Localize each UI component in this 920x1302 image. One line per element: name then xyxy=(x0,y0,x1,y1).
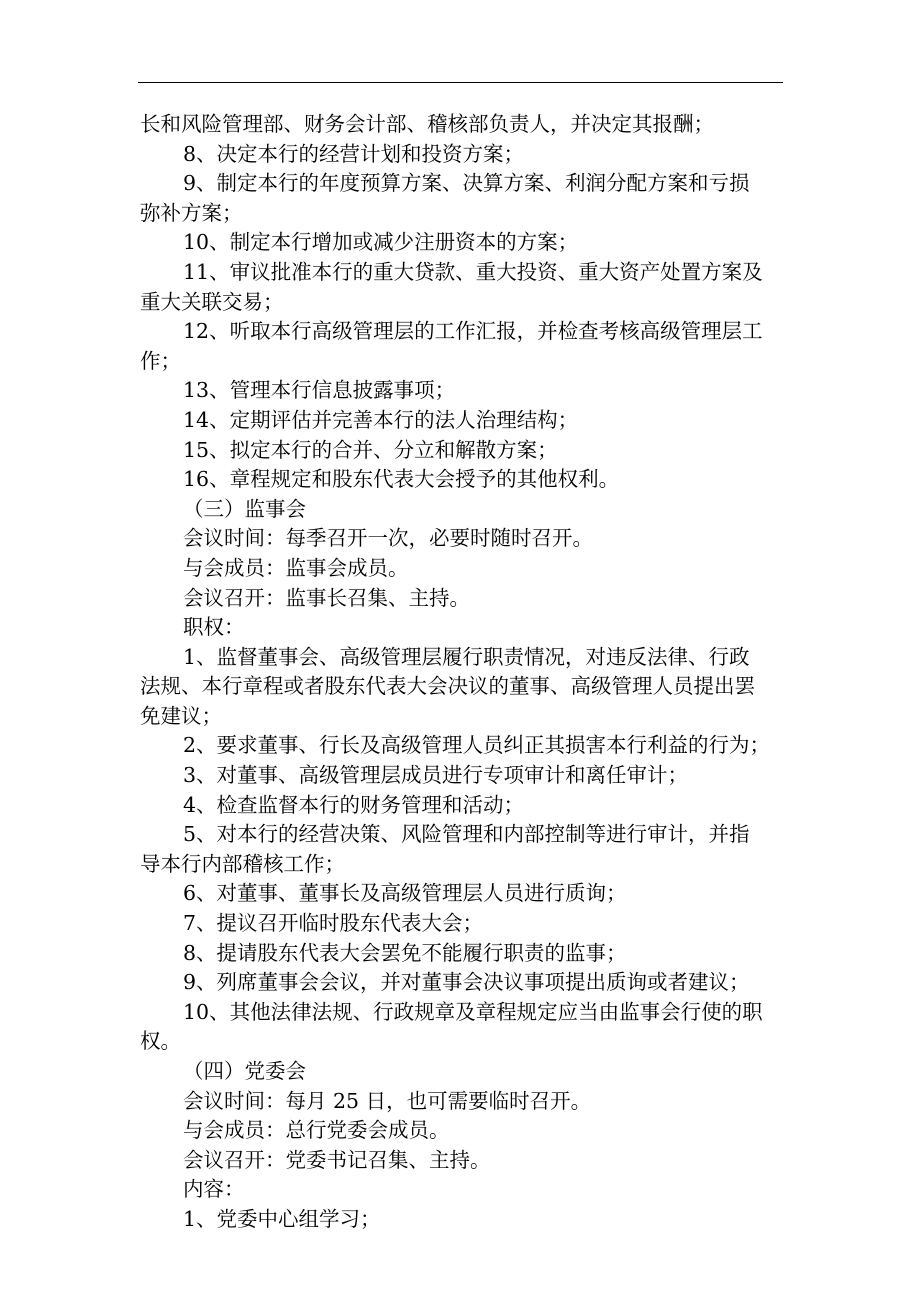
text-line: 12、听取本行高级管理层的工作汇报，并检查考核高级管理层工 xyxy=(183,319,763,344)
text-line: 与会成员：监事会成员。 xyxy=(183,555,409,580)
text-line: 2、要求董事、行长及高级管理人员纠正其损害本行利益的行为； xyxy=(183,733,771,758)
text-line: 权。 xyxy=(140,1029,181,1054)
text-line: 9、列席董事会会议，并对董事会决议事项提出质询或者建议； xyxy=(183,970,750,995)
document-body xyxy=(140,110,780,1235)
text-line: 4、检查监督本行的财务管理和活动； xyxy=(183,792,525,817)
text-line: 7、提议召开临时股东代表大会； xyxy=(183,911,484,936)
text-line: 10、其他法律法规、行政规章及章程规定应当由监事会行使的职 xyxy=(183,999,763,1024)
text-line: 9、制定本行的年度预算方案、决算方案、利润分配方案和亏损 xyxy=(183,171,750,196)
text-line: 弥补方案； xyxy=(140,200,243,225)
text-line: 法规、本行章程或者股东代表大会决议的董事、高级管理人员提出罢 xyxy=(140,674,755,699)
text-line: 11、审议批准本行的重大贷款、重大投资、重大资产处置方案及 xyxy=(183,259,763,284)
text-line: 10、制定本行增加或减少注册资本的方案； xyxy=(183,230,579,255)
text-line: 1、监督董事会、高级管理层履行职责情况，对违反法律、行政 xyxy=(183,644,750,669)
text-line: 与会成员：总行党委会成员。 xyxy=(183,1118,450,1143)
text-line: 导本行内部稽核工作； xyxy=(140,851,345,876)
text-line: 重大关联交易； xyxy=(140,289,284,314)
text-line: 作； xyxy=(140,348,181,373)
text-line: 6、对董事、董事长及高级管理层人员进行质询； xyxy=(183,881,627,906)
text-line: 1、党委中心组学习； xyxy=(183,1206,381,1231)
text-line: 13、管理本行信息披露事项； xyxy=(183,378,456,403)
text-line: （三）监事会 xyxy=(183,496,306,521)
text-line: 15、拟定本行的合并、分立和解散方案； xyxy=(183,437,558,462)
text-line: 会议召开：党委书记召集、主持。 xyxy=(183,1147,491,1172)
text-line: 职权： xyxy=(183,615,245,640)
text-line: 3、对董事、高级管理层成员进行专项审计和离任审计； xyxy=(183,763,689,788)
text-line: 长和风险管理部、财务会计部、稽核部负责人，并决定其报酬； xyxy=(140,112,714,136)
text-line: 8、决定本行的经营计划和投资方案； xyxy=(183,141,525,166)
text-line: 会议时间：每月 25 日，也可需要临时召开。 xyxy=(183,1088,592,1113)
text-line: 会议召开：监事长召集、主持。 xyxy=(183,585,470,610)
text-line: 8、提请股东代表大会罢免不能履行职责的监事； xyxy=(183,940,627,965)
text-line: 16、章程规定和股东代表大会授予的其他权利。 xyxy=(183,467,620,492)
text-line: （四）党委会 xyxy=(183,1059,306,1083)
text-line: 免建议； xyxy=(140,703,222,728)
text-line: 5、对本行的经营决策、风险管理和内部控制等进行审计，并指 xyxy=(183,822,750,847)
header-rule xyxy=(138,82,783,83)
text-line: 内容： xyxy=(183,1177,245,1202)
text-line: 14、定期评估并完善本行的法人治理结构； xyxy=(183,407,579,432)
text-line: 会议时间：每季召开一次，必要时随时召开。 xyxy=(183,526,593,551)
